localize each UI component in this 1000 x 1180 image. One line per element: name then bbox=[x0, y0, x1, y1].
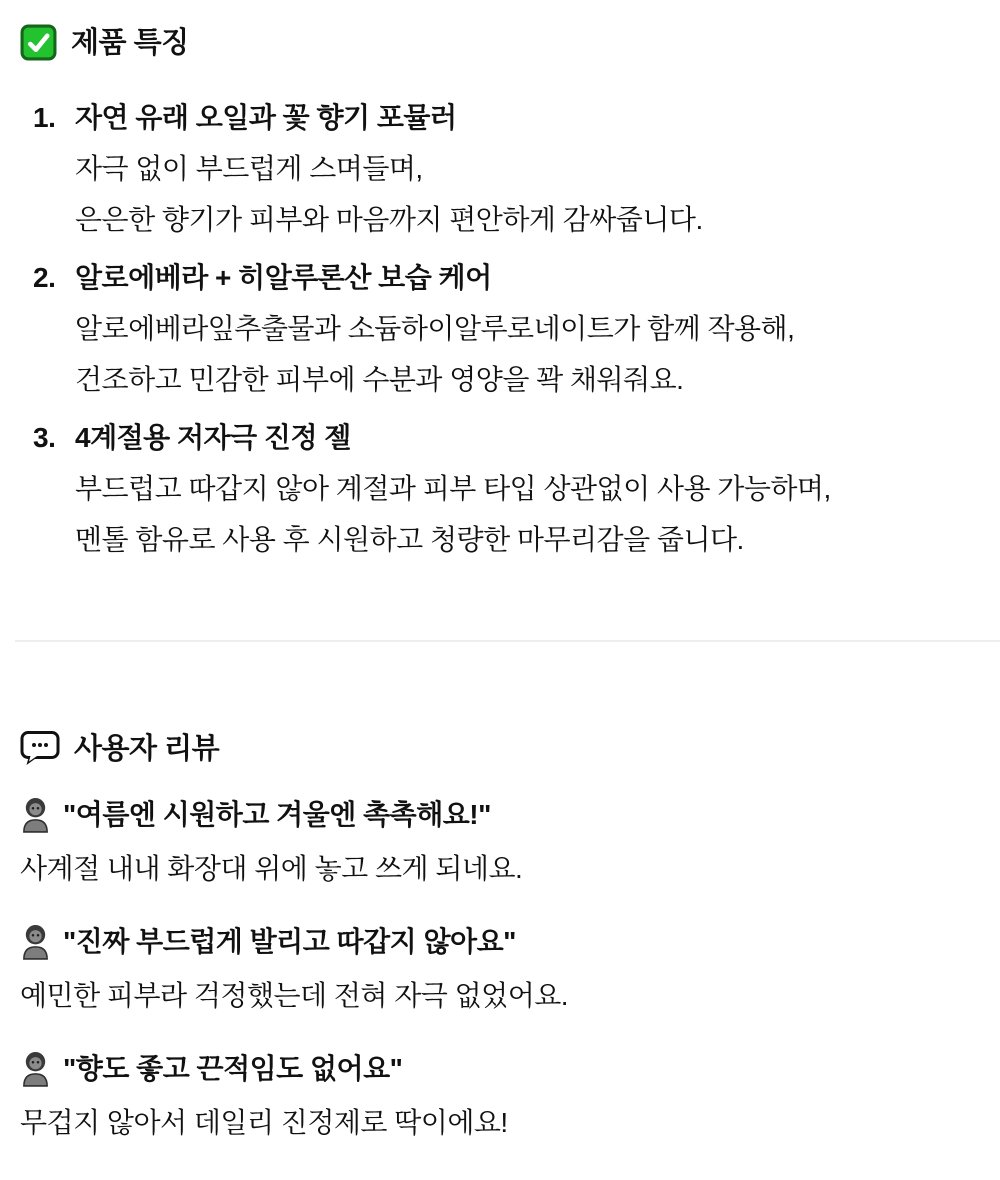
review-quote-text: "진짜 부드럽게 발리고 따갑지 않아요" bbox=[63, 926, 516, 957]
review-quote bbox=[20, 797, 980, 833]
feature-title-text: 4계절용 저자극 진정 젤 bbox=[75, 422, 351, 453]
list-item bbox=[20, 797, 980, 884]
person-silhouette-icon bbox=[20, 924, 51, 960]
features-section-heading bbox=[20, 24, 980, 61]
features-heading-label: 제품 특징 bbox=[71, 26, 189, 59]
feature-description-line: 부드럽고 따갑지 않아 계절과 피부 타입 상관없이 사용 가능하며, bbox=[75, 473, 831, 504]
feature-title bbox=[20, 421, 980, 455]
review-quote bbox=[20, 924, 980, 960]
review-quote-text: "향도 좋고 끈적임도 없어요" bbox=[63, 1053, 403, 1084]
person-silhouette-icon bbox=[20, 797, 51, 833]
list-item bbox=[20, 261, 980, 405]
list-item bbox=[20, 1051, 980, 1138]
reviews-section-heading bbox=[20, 730, 980, 767]
feature-description-line: 자극 없이 부드럽게 스며들며, bbox=[75, 153, 423, 184]
features-list bbox=[20, 101, 980, 565]
feature-title bbox=[20, 101, 980, 135]
feature-title-text: 알로에베라 + 히알루론산 보습 케어 bbox=[75, 262, 492, 293]
list-item bbox=[20, 924, 980, 1011]
feature-description-line: 알로에베라잎추출물과 소듐하이알루로네이트가 함께 작용해, bbox=[75, 313, 795, 344]
green-checkbox-icon bbox=[20, 24, 57, 61]
feature-description-line: 건조하고 민감한 피부에 수분과 영양을 꽉 채워줘요. bbox=[75, 364, 684, 395]
feature-description bbox=[75, 143, 980, 245]
person-silhouette-icon bbox=[20, 1051, 51, 1087]
review-quote bbox=[20, 1051, 980, 1087]
review-body: 사계절 내내 화장대 위에 놓고 쓰게 되네요. bbox=[20, 853, 523, 884]
review-quote-text: "여름엔 시원하고 겨울엔 촉촉해요!" bbox=[63, 799, 491, 830]
list-number: 2. bbox=[33, 262, 56, 293]
feature-title bbox=[20, 261, 980, 295]
review-body: 무겁지 않아서 데일리 진정제로 딱이에요! bbox=[20, 1107, 508, 1138]
feature-title-text: 자연 유래 오일과 꽃 향기 포뮬러 bbox=[75, 102, 457, 133]
reviews-heading-label: 사용자 리뷰 bbox=[74, 732, 220, 765]
feature-description-line: 은은한 향기가 피부와 마음까지 편안하게 감싸줍니다. bbox=[75, 204, 703, 235]
speech-bubble-icon bbox=[20, 730, 60, 767]
review-body: 예민한 피부라 걱정했는데 전혀 자극 없었어요. bbox=[20, 980, 569, 1011]
list-number: 3. bbox=[33, 422, 56, 453]
section-divider bbox=[15, 640, 1000, 642]
feature-description bbox=[75, 463, 980, 565]
list-number: 1. bbox=[33, 102, 56, 133]
feature-description bbox=[75, 303, 980, 405]
feature-description-line: 멘톨 함유로 사용 후 시원하고 청량한 마무리감을 줍니다. bbox=[75, 524, 744, 555]
list-item bbox=[20, 101, 980, 245]
list-item bbox=[20, 421, 980, 565]
reviews-list bbox=[20, 797, 980, 1138]
